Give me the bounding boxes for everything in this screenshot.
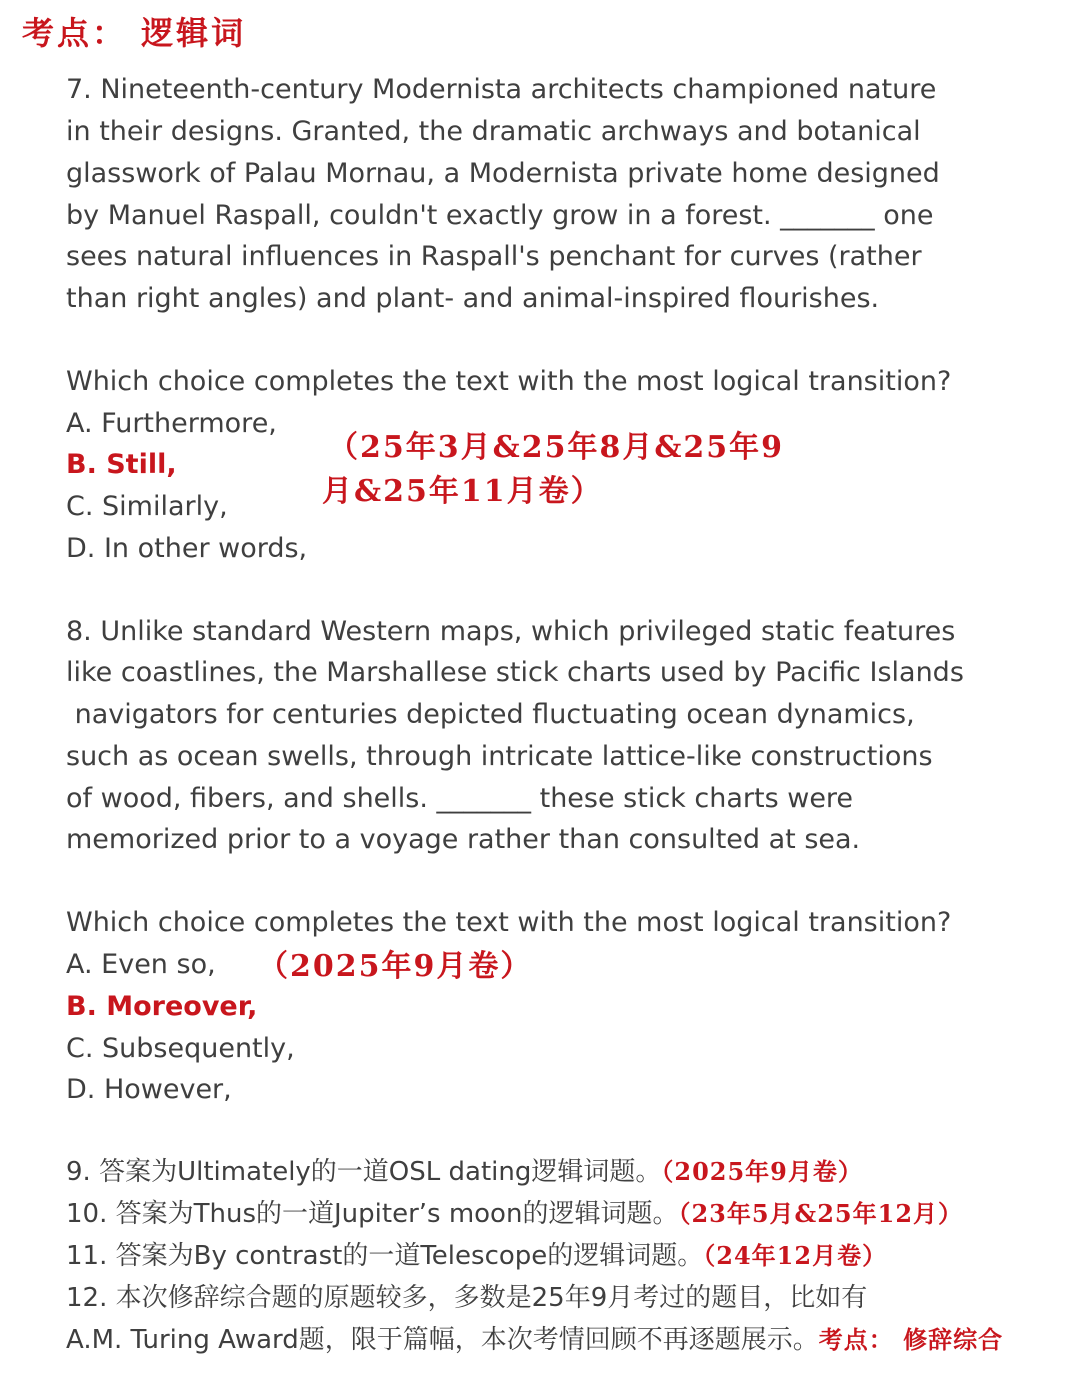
- question-8-text-line: of wood, fibers, and shells. _______ these stick charts were: [66, 783, 854, 814]
- summary-item-note: （2025年9月卷）: [661, 1157, 863, 1186]
- summary-item-note: （24年12月卷）: [703, 1241, 888, 1270]
- question-7-choice-d: D. In other words,: [66, 533, 308, 564]
- summary-item-12-continued: [66, 1319, 1003, 1361]
- question-8-source-note: （2025年9月卷）: [258, 949, 533, 984]
- question-8-choice-c: C. Subsequently,: [66, 1033, 295, 1064]
- summary-item-11: [66, 1235, 887, 1277]
- summary-item-text: 9. 答案为Ultimately的一道OSL dating逻辑词题。: [66, 1157, 662, 1187]
- question-8-prompt: Which choice completes the text with the most logical transition?: [66, 907, 952, 938]
- question-8-choice-a: A. Even so,: [66, 949, 216, 980]
- summary-item-10: [66, 1193, 963, 1235]
- question-7-text-line: in their designs. Granted, the dramatic archways and botanical: [66, 116, 921, 147]
- summary-item-text: 12. 本次修辞综合题的原题较多，多数是25年9月考过的题目，比如有: [66, 1283, 868, 1313]
- question-7-text-line: than right angles) and plant- and animal-inspired flourishes.: [66, 283, 880, 314]
- summary-item-text: 11. 答案为By contrast的一道Telescope的逻辑词题。: [66, 1241, 704, 1271]
- question-8-text-line: such as ocean swells, through intricate lattice-like constructions: [66, 741, 933, 772]
- question-8-text-line: 8. Unlike standard Western maps, which privileged static features: [66, 616, 956, 647]
- question-7-source-note-line1: （25年3月&25年8月&25年9: [328, 430, 785, 465]
- question-7-choice-c: C. Similarly,: [66, 491, 228, 522]
- summary-topic-note: 考点： 修辞综合: [818, 1325, 1004, 1354]
- topic-heading: 考点： 逻辑词: [22, 14, 247, 52]
- summary-item-12: [66, 1277, 867, 1319]
- summary-item-9: [66, 1151, 863, 1193]
- summary-item-text: 10. 答案为Thus的一道Jupiter’s moon的逻辑词题。: [66, 1199, 679, 1229]
- question-8-text-line: memorized prior to a voyage rather than consulted at sea.: [66, 824, 861, 855]
- question-8-choice-b-answer: B. Moreover,: [66, 991, 258, 1022]
- question-8-text-line: like coastlines, the Marshallese stick charts used by Pacific Islands: [66, 657, 964, 688]
- summary-item-text: A.M. Turing Award题，限于篇幅，本次考情回顾不再逐题展示。: [66, 1325, 819, 1355]
- question-7-text-line: 7. Nineteenth-century Modernista architects championed nature: [66, 74, 937, 105]
- question-7-text-line: glasswork of Palau Mornau, a Modernista private home designed: [66, 158, 940, 189]
- summary-item-note: （23年5月&25年12月）: [678, 1199, 964, 1228]
- question-8-text-line: navigators for centuries depicted fluctuating ocean dynamics,: [66, 699, 915, 730]
- question-7-source-note-line2: 月&25年11月卷）: [322, 474, 603, 509]
- question-7-choice-a: A. Furthermore,: [66, 408, 277, 439]
- question-7-prompt: Which choice completes the text with the most logical transition?: [66, 366, 952, 397]
- question-7-text-line: sees natural influences in Raspall's penchant for curves (rather: [66, 241, 922, 272]
- question-8-choice-d: D. However,: [66, 1074, 232, 1105]
- question-7-text-line: by Manuel Raspall, couldn't exactly grow in a forest. _______ one: [66, 200, 934, 231]
- question-7-choice-b-answer: B. Still,: [66, 449, 177, 480]
